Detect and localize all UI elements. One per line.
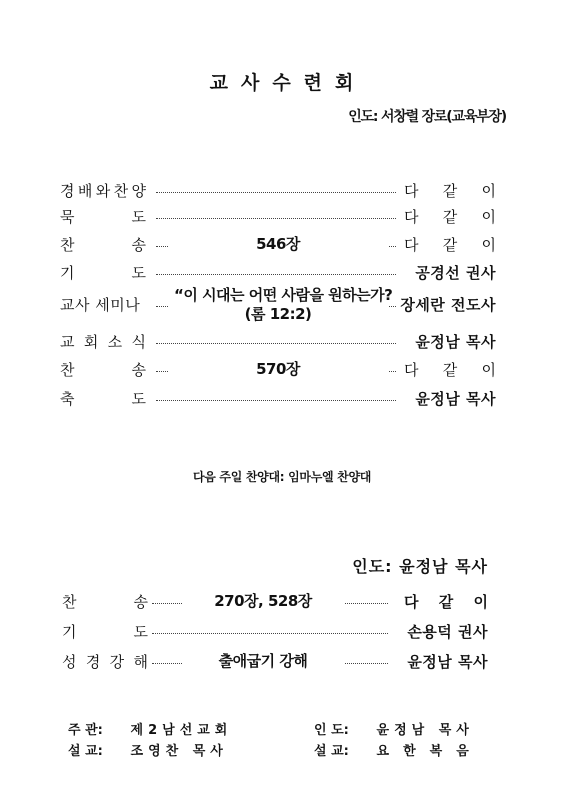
label-char: 도 [131,390,146,408]
performer-text: 윤정남 목사 [407,653,488,671]
label-char: 찬 [60,236,75,254]
program-item-detail: 출애굽기 강해 [182,650,344,671]
performer-text: 같 [442,236,458,254]
dotted-leader [156,274,396,275]
label-char: 교사 세미나 [60,296,141,314]
performer-text: 같 [442,361,458,379]
label-char: 도 [133,623,148,641]
program-row [60,262,496,284]
program-row [60,359,496,381]
label-char: 송 [131,361,146,379]
page-title: 교사수련회 [209,72,367,94]
label-char: 묵 [60,208,75,226]
label-char: 축 [60,390,75,408]
label-char: 소 [107,333,123,351]
footer-sermon-label: 설 교: [68,744,103,759]
next-week-choir-note: 다음 주일 찬양대: 임마누엘 찬양대 [192,470,372,484]
program-item-label [60,206,146,227]
leader-bottom: 인도: 윤정남 목사 [352,557,488,576]
label-char: 배 [77,182,93,200]
program-item-performer [404,331,496,352]
program-item-performer [404,234,496,255]
performer-text: 이 [481,208,496,226]
dotted-leader [152,633,388,634]
program-item-performer [404,388,496,409]
program-row [60,286,496,323]
performer-text: 손용덕 권사 [407,623,488,641]
performer-text: 다 [404,182,419,200]
dotted-leader [156,192,396,193]
leader-top: 인도: 서창렬 장로(교육부장) [348,109,506,125]
program-item-label [60,331,146,352]
performer-text: 같 [438,593,454,611]
footer-sermon2-label: 설 교: [314,744,349,759]
program-item-label [62,621,148,642]
program-item-label [60,234,146,255]
program-row [60,180,496,202]
program-item-detail: “이 시대는 어떤 사람을 원하는가? (롬 12:2) [168,286,388,324]
footer-lead-value: 윤정남 목사 [376,723,474,738]
dotted-leader [156,218,396,219]
label-char: 와 [95,182,111,200]
program-item-label [60,388,146,409]
performer-text: 이 [473,593,488,611]
label-char: 회 [83,333,99,351]
program-item-performer [404,180,496,201]
footer-sermon-value: 조영찬 목사 [130,744,228,759]
performer-text: 다 [404,593,419,611]
footer-host [68,719,232,738]
label-char: 송 [133,593,148,611]
label-char: 성 [62,653,77,671]
program-row [62,651,488,673]
footer-host-value: 제2남선교회 [130,723,233,738]
program-item-detail: 546장 [168,233,388,254]
footer-host-label: 주 관: [68,723,103,738]
label-char: 송 [131,236,146,254]
dotted-leader [156,400,396,401]
label-char: 강 [109,653,125,671]
program-item-performer [404,262,496,283]
label-char: 도 [131,264,146,282]
dotted-leader [156,343,396,344]
performer-text: 이 [481,361,496,379]
program-row [60,206,496,228]
program-row [62,621,488,643]
label-char: 찬 [60,361,75,379]
footer-lead-label: 인 도: [314,723,349,738]
program-row [60,331,496,353]
program-row [60,234,496,256]
program-item-performer [404,651,488,672]
performer-text: 다 [404,208,419,226]
label-char: 해 [133,653,148,671]
performer-text: 공경선 권사 [415,264,496,282]
label-char: 양 [131,182,146,200]
footer-sermon2-value: 요한복음 [376,744,483,759]
program-item-label [60,180,146,201]
label-char: 도 [131,208,146,226]
program-row [60,388,496,410]
performer-text: 장세란 전도사 [400,296,496,314]
footer-sermon [68,740,228,759]
performer-text: 같 [442,208,458,226]
performer-text: 윤정남 목사 [415,390,496,408]
program-row [62,591,488,613]
footer-sermon2 [314,740,483,759]
label-char: 식 [131,333,146,351]
program-item-label [60,294,146,315]
label-char: 찬 [62,593,77,611]
program-item-label [60,359,146,380]
performer-text: 다 [404,361,419,379]
label-char: 기 [62,623,77,641]
program-item-label [62,591,148,612]
performer-text: 다 [404,236,419,254]
label-char: 기 [60,264,75,282]
program-item-performer [404,206,496,227]
label-char: 경 [60,182,75,200]
program-item-detail: 270장, 528장 [182,590,344,611]
program-item-performer [404,359,496,380]
performer-text: 이 [481,182,496,200]
performer-text: 윤정남 목사 [415,333,496,351]
label-char: 교 [60,333,75,351]
footer-lead [314,719,474,738]
program-item-performer [404,621,488,642]
performer-text: 같 [442,182,458,200]
program-item-performer [404,591,488,612]
program-item-performer [400,294,496,315]
program-item-label [60,262,146,283]
label-char: 찬 [113,182,129,200]
program-item-detail: 570장 [168,358,388,379]
performer-text: 이 [481,236,496,254]
label-char: 경 [85,653,101,671]
program-item-label [62,651,148,672]
